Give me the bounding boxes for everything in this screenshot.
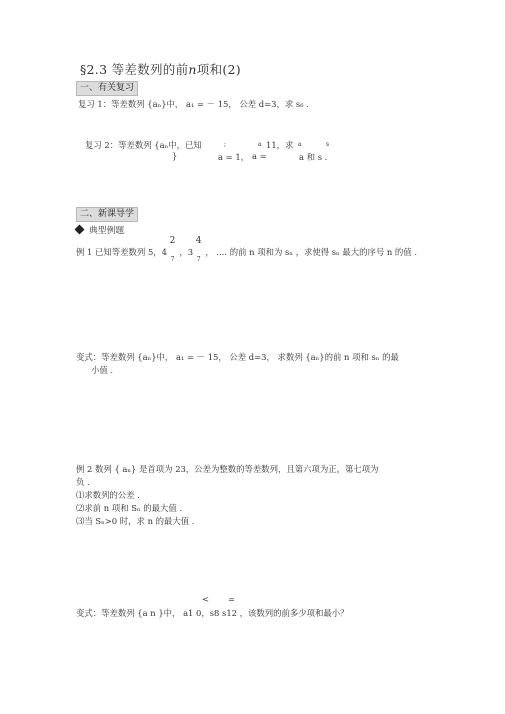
fraction-2-numerator: 4 [195,236,202,246]
review-2-bit: s [326,141,330,148]
diamond-bullet-icon [75,225,85,235]
section-heading-new-lesson: 二、新课导学 [76,207,138,222]
review-2-given: a = 1， [218,152,250,162]
example-2-line1: 例 2 数列 { aₙ} 是首项为 23，公差为整数的等差数列，且第六项为正，第七项为 [76,464,379,474]
review-2-ask: a 和 s . [299,152,328,162]
review-2-bit: a [258,141,262,148]
example-1-question: ， .... 的前 n 项和为 sₙ ，求使得 sₙ 最大的序号 n 的值 . [205,247,417,257]
review-2-line1: 复习 2：等差数列 {aₙ中，已知 [85,140,202,150]
fraction-1-denominator: 7 [170,256,175,263]
review-1: 复习 1：等差数列 {aₙ}中， a₁ = － 15， 公差 d=3，求 s₆ . [78,99,309,109]
variant-1-line2: 小值 . [91,365,114,375]
typical-examples-heading [76,223,124,236]
review-2-bit: 11，求 [266,140,294,150]
example-1-text: 例 1 已知等差数列 5，4 [76,247,167,257]
review-2-given-2: a = [252,151,267,161]
example-1-separator: ，3 [179,247,194,257]
fraction-2-denominator: 7 [196,256,201,263]
example-2-line2: 负 . [76,477,90,487]
example-2-question-2: ⑵求前 n 项和 Sₙ 的最大值 . [76,503,183,513]
variant-2-less-than: < [202,594,210,604]
variant-2: 变式：等差数列 {a n }中， a1 0，s8 s12 ，该数列的前多少项和最小？ [76,608,349,618]
section-heading-review: 一、有关复习 [76,81,138,96]
example-2-question-3: ⑶当 Sₙ>0 时，求 n 的最大值 . [76,516,195,526]
review-2-bit: ; [224,141,227,148]
title-variable: n [188,62,197,77]
variant-1-line1: 变式：等差数列 {aₙ}中， a₁ = － 15， 公差 d=3， 求数列 {aₙ}的前 n 项和 sₙ 的最 [76,352,399,362]
title-suffix: 项和(2) [196,62,241,77]
variant-2-equals: = [228,594,236,604]
example-1 [76,236,417,263]
review-2-bit: a [298,141,302,148]
page-title [80,60,241,78]
example-1-fraction-2 [195,236,203,263]
title-text: §2.3 等差数列的前 [80,62,189,77]
example-2-question-1: ⑴求数列的公差 . [76,490,140,500]
review-2-brace: } [172,151,178,161]
fraction-1-numerator: 2 [169,236,176,246]
example-1-fraction-1 [169,236,177,263]
typical-examples-label: 典型例题 [89,226,125,236]
